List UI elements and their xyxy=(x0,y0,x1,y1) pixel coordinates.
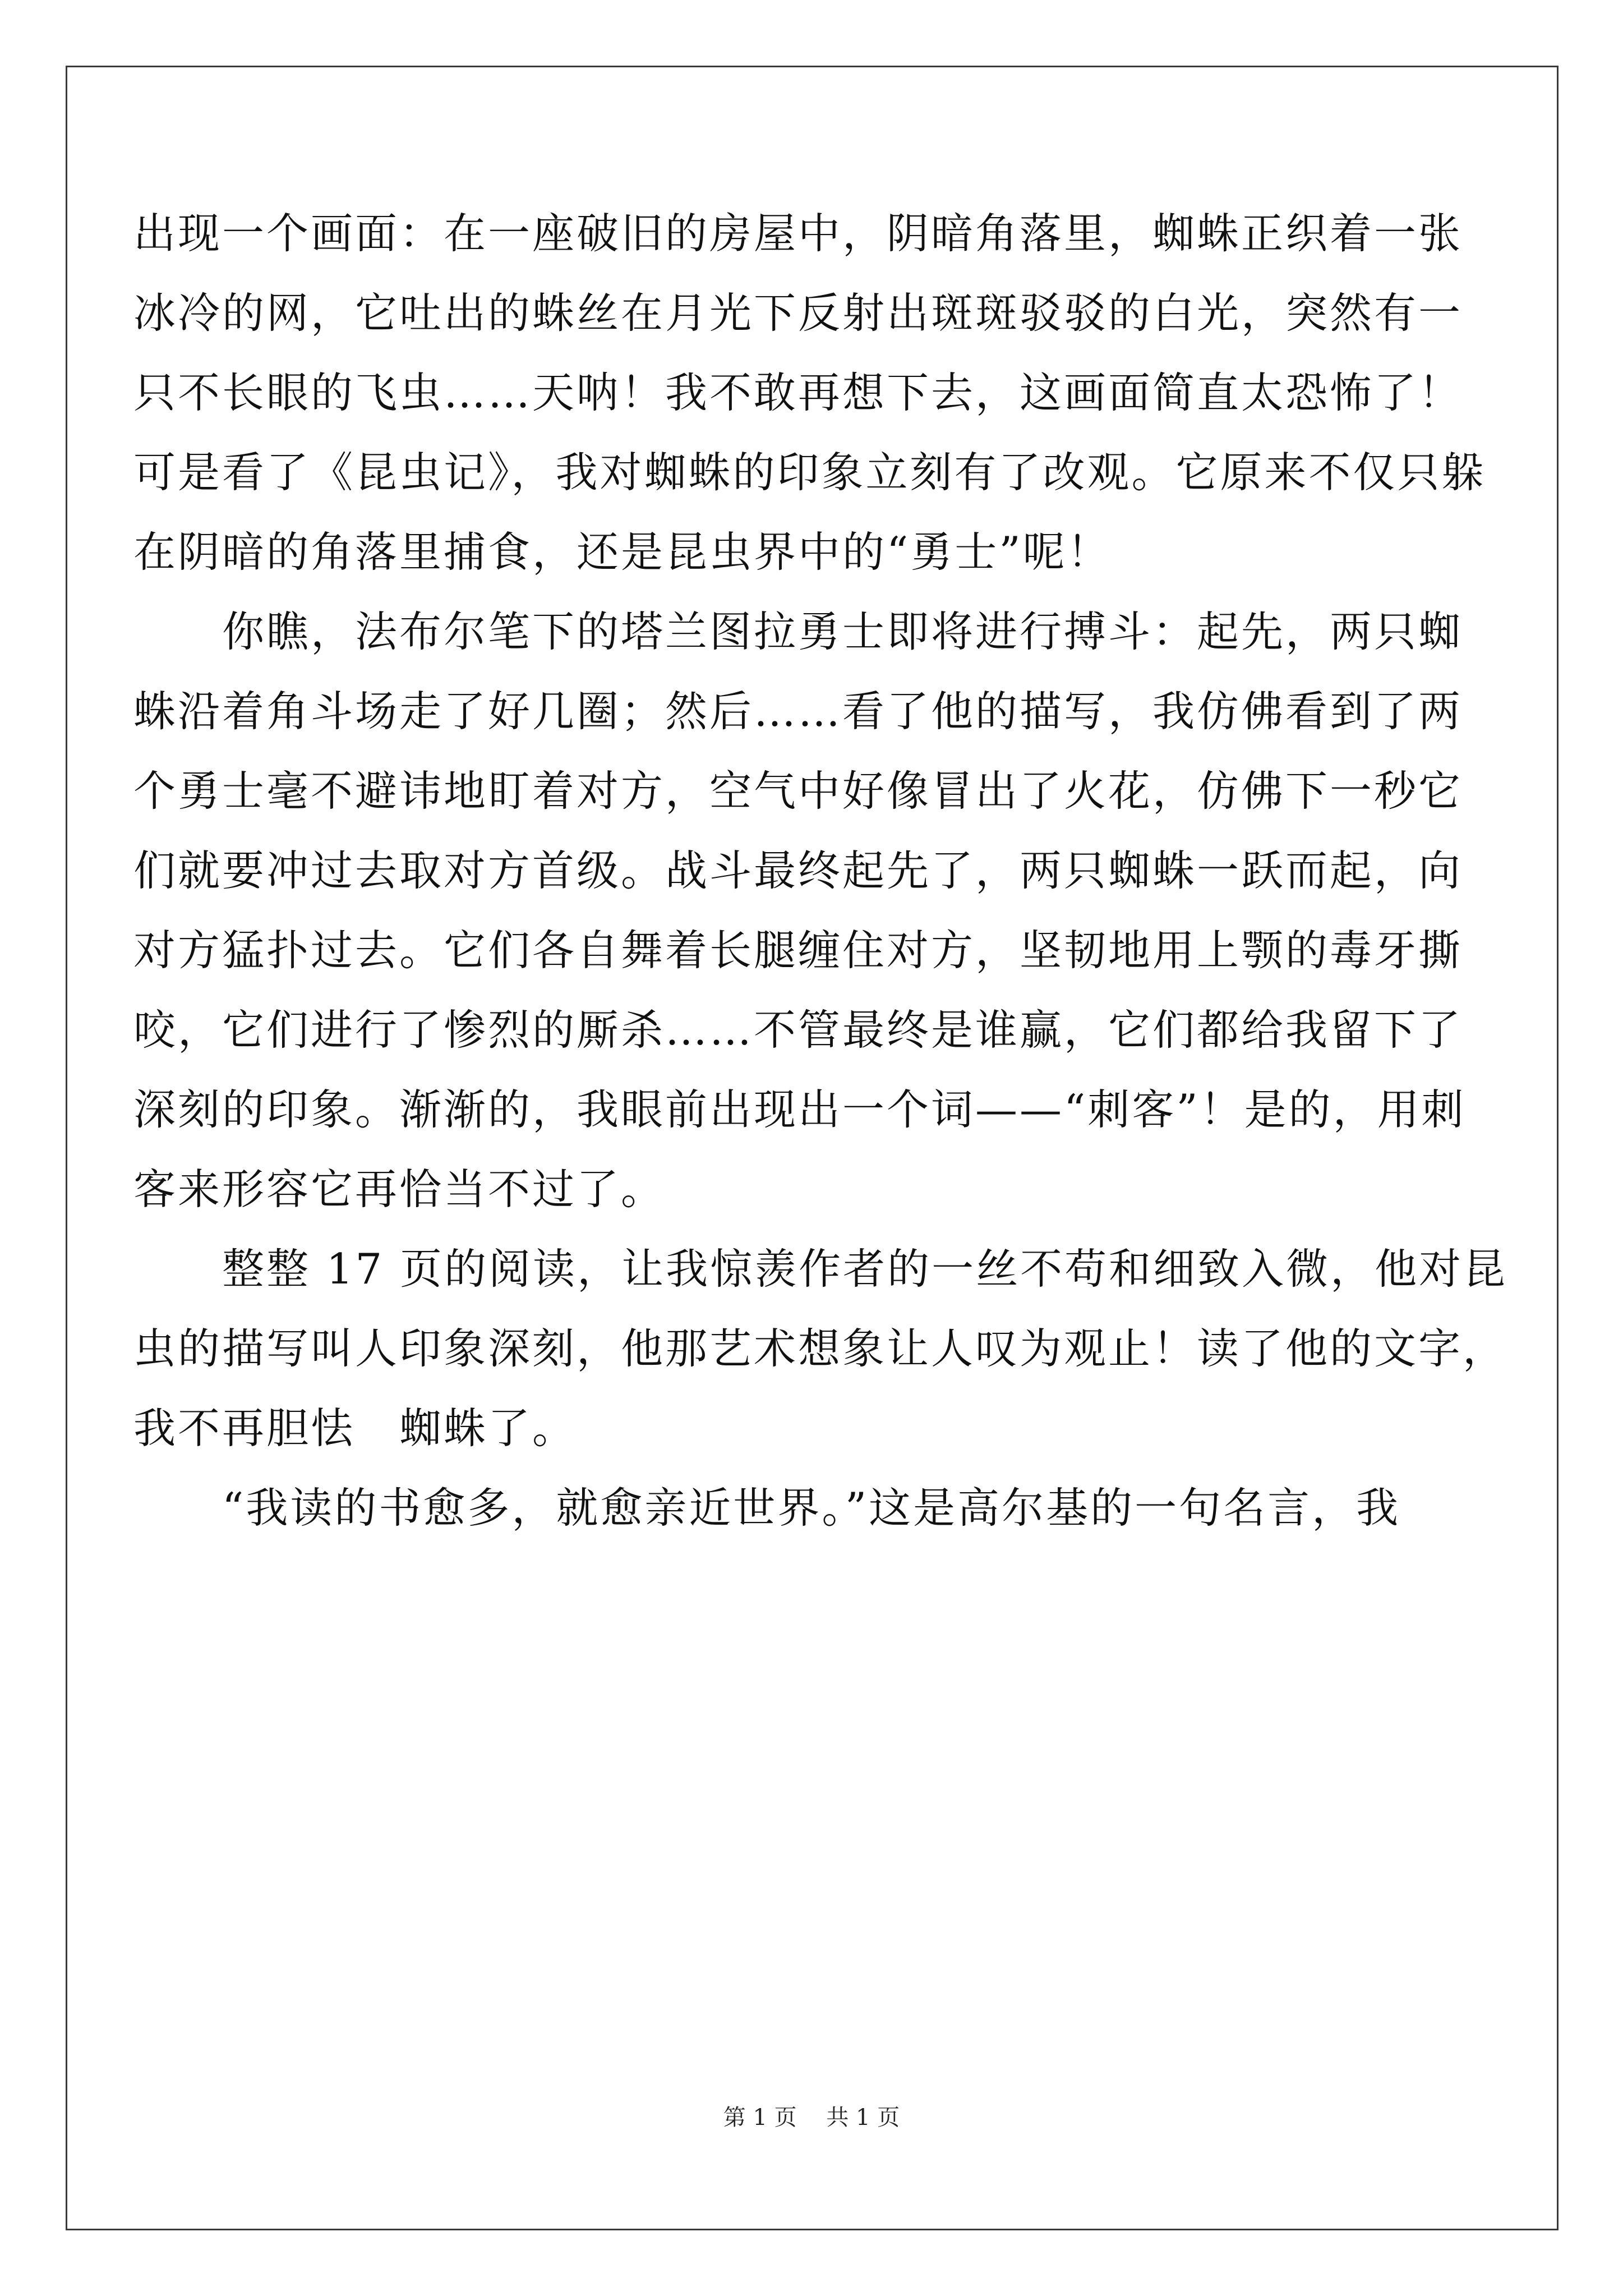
text-line: 你瞧，法布尔笔下的塔兰图拉勇士即将进行搏斗：起先，两只蜘 xyxy=(133,607,1463,656)
text-line: 蛛沿着角斗场走了好几圈；然后……看了他的描写，我仿佛看到了两 xyxy=(133,687,1463,736)
text-line: 出现一个画面：在一座破旧的房屋中，阴暗角落里，蜘蛛正织着一张 xyxy=(133,209,1463,258)
text-line: 个勇士毫不避讳地盯着对方，空气中好像冒出了火花，仿佛下一秒它 xyxy=(133,766,1463,816)
text-line: 咬，它们进行了惨烈的厮杀……不管最终是谁赢，它们都给我留下了 xyxy=(133,1005,1463,1055)
text-line: 只不长眼的飞虫……天呐！我不敢再想下去，这画面简直太恐怖了！ xyxy=(133,368,1463,417)
page-number-footer: 第 1 页 共 1 页 xyxy=(723,2105,900,2131)
text-line: 虫的描写叫人印象深刻，他那艺术想象让人叹为观止！读了他的文字， xyxy=(133,1324,1507,1373)
text-line: 客来形容它再恰当不过了。 xyxy=(133,1165,666,1214)
essay-body xyxy=(133,194,1508,1548)
text-line: 对方猛扑过去。它们各自舞着长腿缠住对方，坚韧地用上颚的毒牙撕 xyxy=(133,926,1463,975)
text-line: 深刻的印象。渐渐的，我眼前出现出一个词——“刺客”！是的，用刺 xyxy=(133,1085,1466,1134)
text-line: 冰冷的网，它吐出的蛛丝在月光下反射出斑斑驳驳的白光，突然有一 xyxy=(133,288,1463,338)
text-line: 整整 17 页的阅读，让我惊羡作者的一丝不苟和细致入微，他对昆 xyxy=(133,1244,1508,1294)
text-line: 我不再胆怯 蜘蛛了。 xyxy=(133,1404,577,1453)
text-line: 们就要冲过去取对方首级。战斗最终起先了，两只蜘蛛一跃而起，向 xyxy=(133,846,1463,895)
text-line: 可是看了《昆虫记》，我对蜘蛛的印象立刻有了改观。它原来不仅只躲 xyxy=(133,448,1486,497)
text-line: 在阴暗的角落里捕食，还是昆虫界中的“勇士”呢！ xyxy=(133,527,1112,577)
text-line: “我读的书愈多，就愈亲近世界。”这是高尔基的一句名言，我 xyxy=(133,1483,1401,1533)
